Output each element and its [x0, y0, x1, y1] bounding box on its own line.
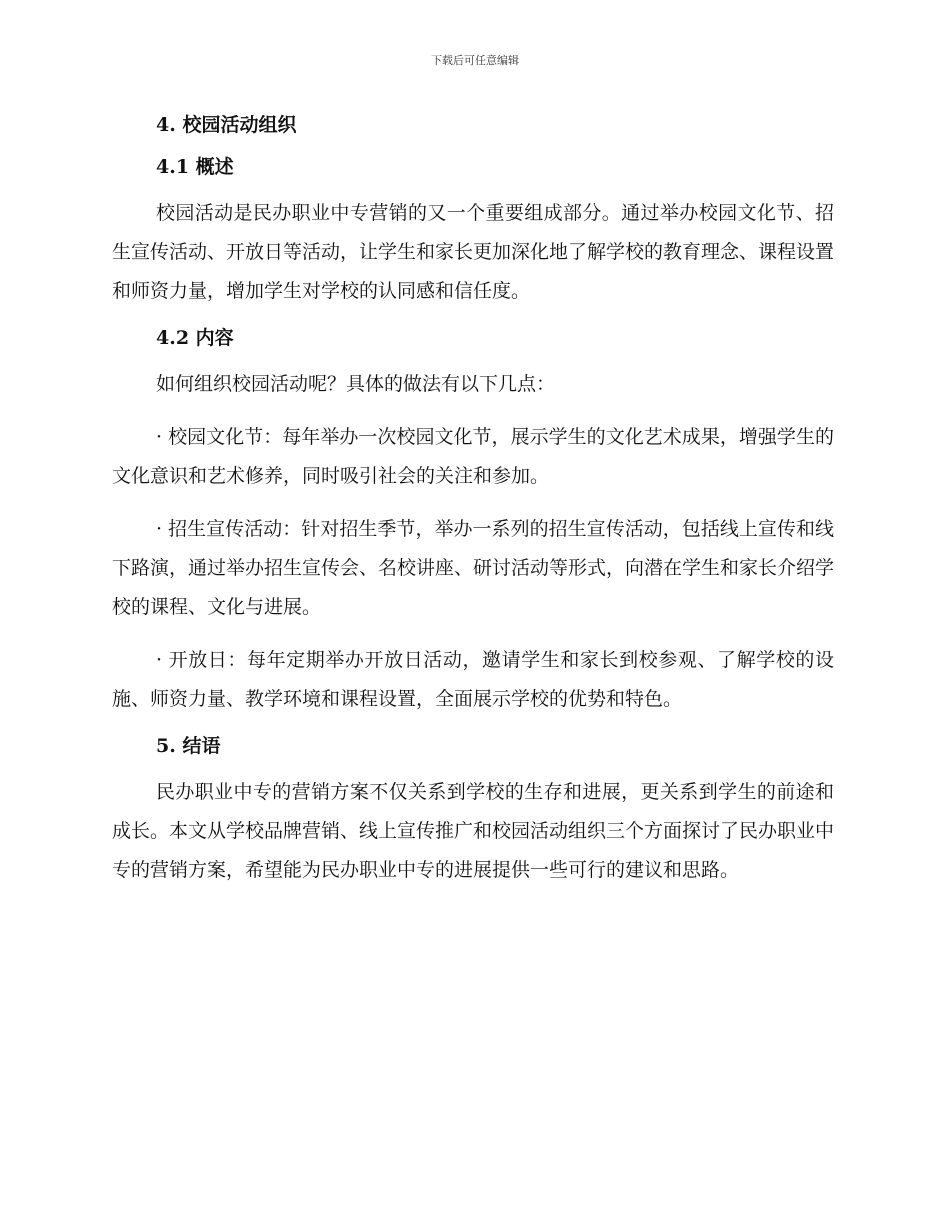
section-4-1-heading: 4.1 概述: [156, 156, 234, 178]
section-5-paragraph: 民办职业中专的营销方案不仅关系到学校的生存和进展，更关系到学生的前途和成长。本文从学校品牌营销、线上宣传推广和校园活动组织三个方面探讨了民办职业中专的营销方案，希望能为民办职业中专的进展提供一些可行的建议和思路。: [112, 781, 835, 881]
list-item-enrollment-promotion: · 招生宣传活动：针对招生季节，举办一系列的招生宣传活动，包括线上宣传和线下路演，通过举办招生宣传会、名校讲座、研讨活动等形式，向潜在学生和家长介绍学校的课程、文化与进展。: [112, 518, 835, 618]
page-header: 下载后可任意编辑: [431, 54, 519, 67]
list-item-open-day: · 开放日：每年定期举办开放日活动，邀请学生和家长到校参观、了解学校的设施、师资力量、教学环境和课程设置，全面展示学校的优势和特色。: [112, 649, 834, 710]
section-4-2-intro: 如何组织校园活动呢？具体的做法有以下几点：: [156, 373, 556, 395]
section-5-heading: 5. 结语: [156, 735, 221, 757]
list-item-culture-festival: · 校园文化节：每年举办一次校园文化节，展示学生的文化艺术成果，增强学生的文化意识和艺术修养，同时吸引社会的关注和参加。: [112, 426, 834, 487]
section-4-heading: 4. 校园活动组织: [156, 114, 297, 136]
section-4-2-heading: 4.2 内容: [156, 327, 234, 349]
document-body: [112, 110, 834, 890]
section-4-1-paragraph: 校园活动是民办职业中专营销的又一个重要组成部分。通过举办校园文化节、招生宣传活动、开放日等活动，让学生和家长更加深化地了解学校的教育理念、课程设置和师资力量，增加学生对学校的认同感和信任度。: [112, 202, 835, 302]
